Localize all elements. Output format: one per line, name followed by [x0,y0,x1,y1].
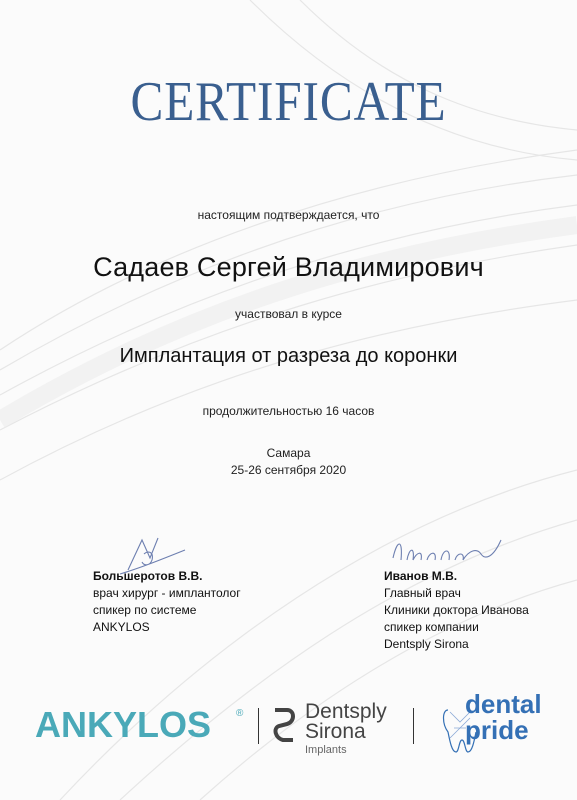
dentsply-sirona-logo [305,702,387,742]
city: Самара [266,446,311,460]
certificate-title: CERTIFICATE [130,71,447,133]
sponsor-logos [0,688,577,778]
participated-text: участвовал в курсе [235,307,342,321]
dental-pride-line: dental [465,689,542,719]
ankylos-logo: ANKYLOS [35,704,212,745]
left-signatory-line: ANKYLOS [93,620,150,634]
left-signatory-name: Большеротов В.В. [93,569,203,583]
right-signatory-line: Клиники доктора Иванова [384,603,529,617]
sirona-logo-line: Sirona [305,720,366,743]
confirmation-text: настоящим подтверждается, что [197,208,380,222]
right-signature-image [385,530,515,570]
right-signatory-line: Dentsply Sirona [384,637,469,651]
course-dates: 25-26 сентября 2020 [230,463,347,477]
right-signatory-name: Иванов М.В. [384,569,458,583]
registered-mark: ® [236,708,244,719]
logo-divider [413,708,414,744]
duration-text: продолжительностью 16 часов [202,404,375,418]
left-signatory [93,568,241,636]
dentsply-sirona-mark-icon [273,708,297,742]
logo-divider [258,708,259,744]
implants-subtitle: Implants [305,744,347,756]
right-signatory [384,568,529,653]
dental-pride-logo [465,691,542,743]
dentsply-logo-line: Dentsply [305,700,387,723]
course-name: Имплантация от разреза до коронки [119,345,458,367]
left-signatory-line: врач хирург - имплантолог [93,586,241,600]
participant-name: Садаев Сергей Владимирович [93,252,484,282]
dental-pride-line: pride [465,715,529,745]
left-signatory-line: спикер по системе [93,603,197,617]
right-signatory-line: спикер компании [384,620,479,634]
right-signatory-line: Главный врач [384,586,461,600]
